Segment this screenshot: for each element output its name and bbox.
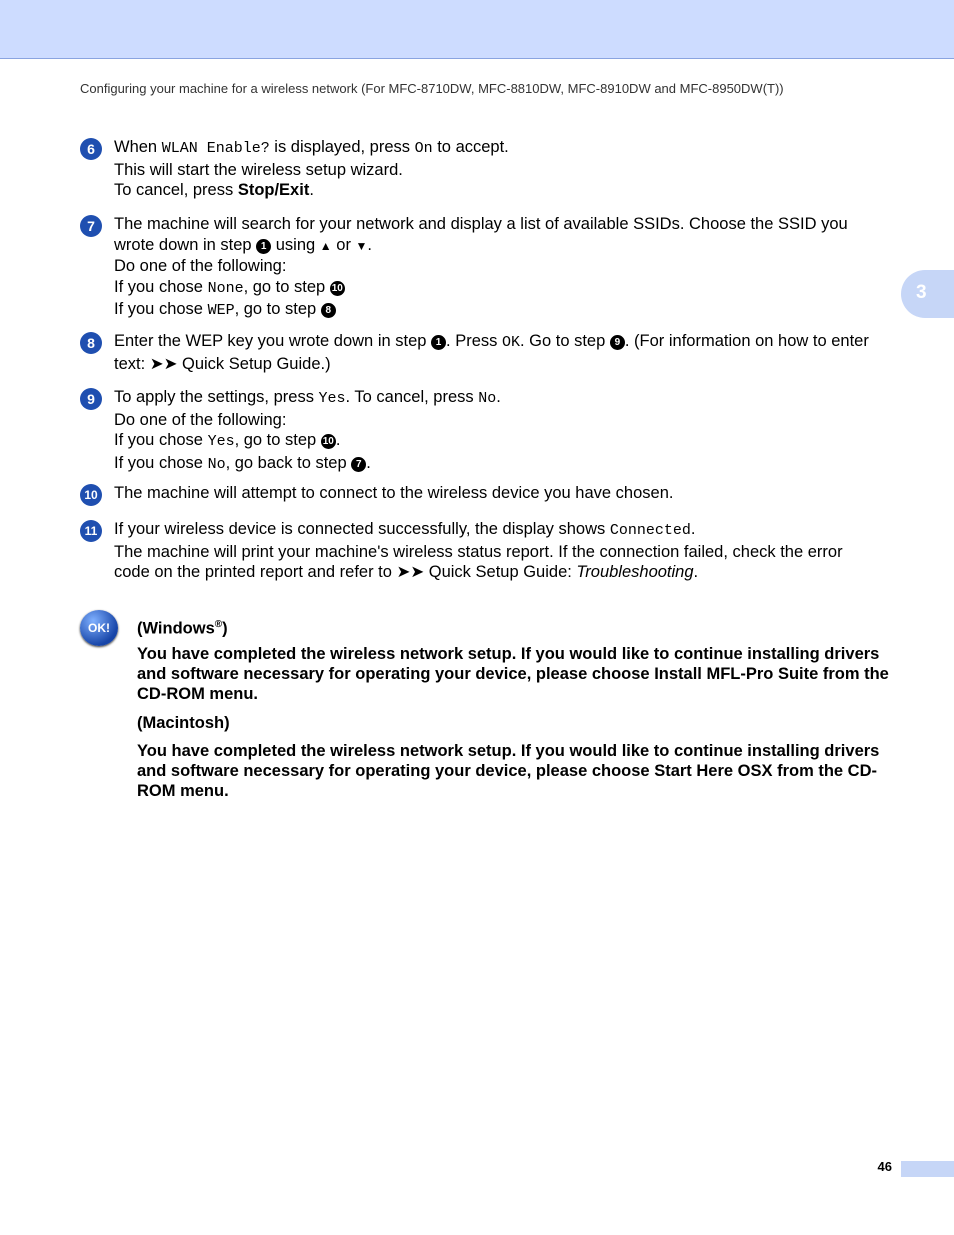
step-body	[114, 331, 900, 374]
text: The machine will attempt to connect to the wireless device you have chosen.	[114, 484, 674, 502]
step-number: 6	[80, 138, 102, 160]
step-number: 7	[80, 215, 102, 237]
display-text: Yes	[207, 433, 235, 450]
display-text: OK	[501, 334, 520, 351]
footer-bar	[901, 1161, 954, 1177]
header-bar	[0, 0, 954, 59]
key-name: Stop/Exit	[237, 181, 310, 199]
text: is displayed, press	[269, 138, 415, 156]
down-arrow-icon: ▼	[355, 238, 368, 253]
display-text: Connected	[609, 522, 691, 539]
text: to accept.	[432, 138, 509, 156]
text: . Go to step	[519, 332, 610, 350]
step-body	[114, 483, 900, 504]
chapter-number: 3	[916, 282, 927, 303]
step-7	[80, 214, 900, 322]
chapter-tab	[901, 270, 954, 318]
step-ref: 8	[321, 303, 336, 318]
text: This will start the wireless setup wizard.	[114, 160, 403, 179]
registered-mark: ®	[214, 619, 223, 630]
display-text: On	[414, 140, 433, 157]
step-number: 9	[80, 388, 102, 410]
text: If you chose	[114, 453, 208, 472]
text: .	[335, 431, 341, 449]
windows-text: You have completed the wireless network setup. If you would like to continue installing drivers and software necessary for operating your device, please choose Install MFL-Pro Suite from the CD-ROM menu.	[137, 645, 889, 703]
step-8	[80, 331, 900, 374]
text: If you chose	[114, 431, 208, 449]
text: .	[693, 563, 699, 581]
text: . (For information on how to enter	[624, 332, 869, 350]
up-arrow-icon: ▲	[319, 238, 332, 253]
text: .	[496, 388, 501, 406]
step-ref: 1	[431, 335, 446, 350]
step-9	[80, 387, 900, 475]
text: . To cancel, press	[345, 388, 479, 406]
step-ref: 1	[256, 239, 271, 254]
text: To apply the settings, press	[114, 388, 319, 406]
text: using	[271, 235, 320, 254]
page-number: 46	[877, 1159, 892, 1174]
text: , go back to step	[225, 453, 352, 472]
text: If your wireless device is connected successfully, the display shows	[114, 520, 610, 538]
text: or	[331, 235, 356, 254]
text: .	[367, 235, 373, 254]
text: (Windows	[137, 619, 215, 638]
text: . Press	[446, 332, 502, 350]
text: If you chose	[114, 300, 208, 318]
windows-title	[137, 615, 897, 639]
text: , go to step	[234, 431, 321, 449]
text: The machine will search for your network and display a list of available SSIDs. Choose the SSID you	[114, 215, 848, 233]
display-text: WLAN Enable?	[161, 140, 270, 157]
display-text: Yes	[318, 390, 346, 407]
mac-text: You have completed the wireless network setup. If you would like to continue installing drivers and software necessary for operating your device, please choose Start Here OSX from the CD-ROM menu.	[137, 742, 880, 800]
text: )	[222, 619, 228, 638]
ok-badge-icon: OK!	[80, 610, 118, 646]
step-6	[80, 137, 900, 201]
text: Enter the WEP key you wrote down in step	[114, 332, 432, 350]
mac-title: (Macintosh)	[137, 714, 230, 732]
step-body	[114, 137, 900, 201]
display-text: None	[207, 279, 244, 297]
display-text: No	[478, 390, 497, 407]
step-body	[114, 519, 900, 583]
step-body	[114, 214, 900, 322]
text: wrote down in step	[114, 235, 257, 254]
text: text: ➤➤ Quick Setup Guide.)	[114, 354, 331, 373]
text: The machine will print your machine's wireless status report. If the connection failed, check the error	[114, 542, 843, 561]
display-text: WEP	[207, 302, 235, 319]
text: When	[114, 138, 162, 156]
step-ref: 10	[322, 436, 334, 447]
text: .	[366, 453, 371, 472]
step-number: 8	[80, 332, 102, 354]
running-head: Configuring your machine for a wireless network (For MFC-8710DW, MFC-8810DW, MFC-8910DW and MFC-8950DW(T))	[80, 81, 784, 96]
step-11	[80, 519, 900, 583]
step-10	[80, 483, 900, 504]
display-text: No	[207, 455, 226, 473]
step-ref: 7	[351, 457, 366, 472]
text: Do one of the following:	[114, 410, 287, 429]
text: .	[309, 181, 314, 199]
guide-section: Troubleshooting	[576, 563, 694, 581]
text: , go to step	[234, 300, 321, 318]
text: .	[690, 520, 696, 538]
step-number: 11	[80, 520, 102, 542]
text: To cancel, press	[114, 181, 238, 199]
step-ref: 10	[331, 282, 343, 294]
text: Do one of the following:	[114, 257, 287, 275]
step-number: 10	[80, 484, 102, 506]
step-ref: 9	[610, 335, 625, 350]
text: code on the printed report and refer to ➤➤ Quick Setup Guide:	[114, 563, 577, 581]
text: If you chose	[114, 277, 208, 296]
step-body	[114, 387, 900, 475]
text: , go to step	[243, 277, 330, 296]
